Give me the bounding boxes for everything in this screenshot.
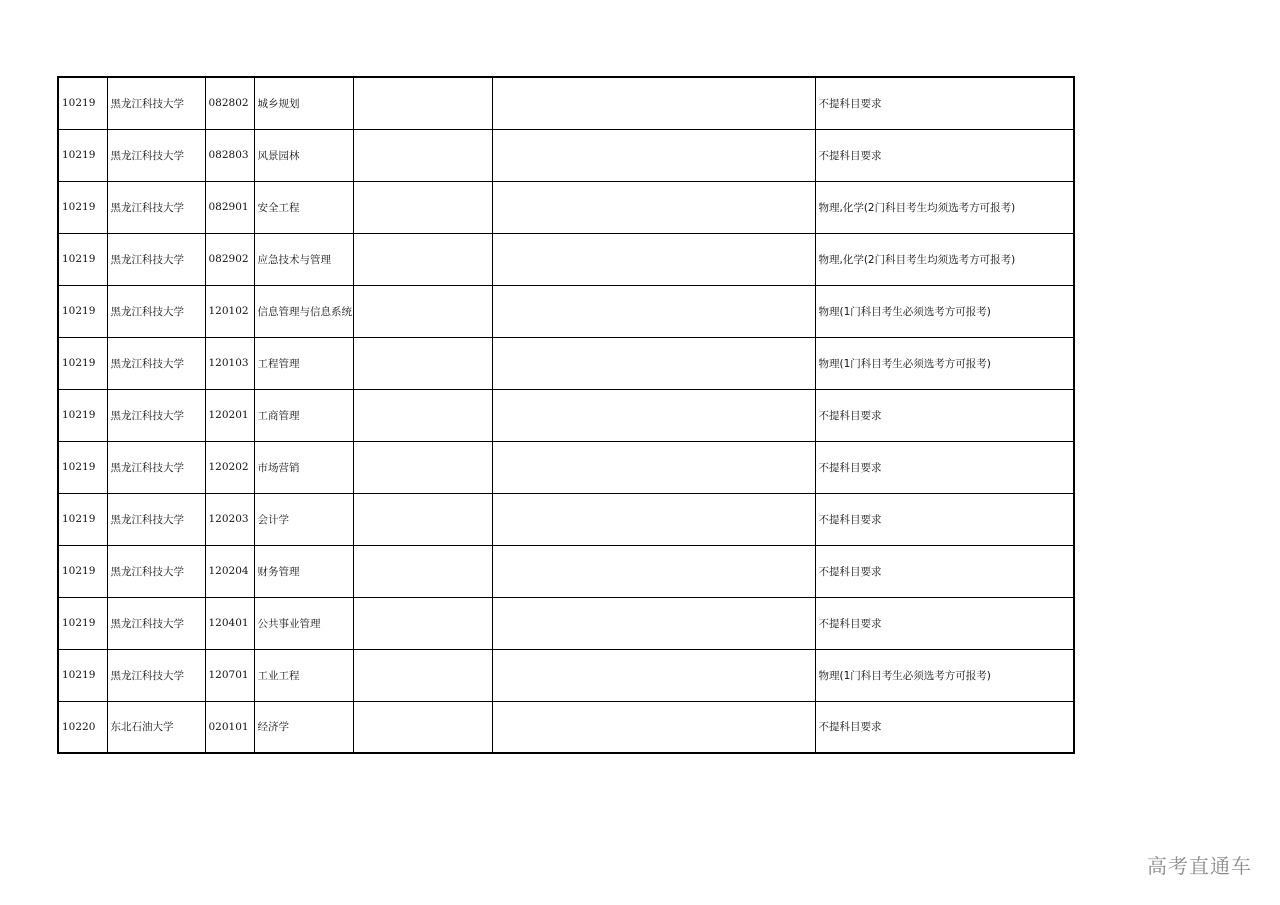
table-row [58,337,1074,389]
cell-subject-requirement: 物理(1门科目考生必须选考方可报考) [815,285,1074,337]
table-row [58,285,1074,337]
cell-empty-a [353,181,492,233]
cell-empty-a [353,285,492,337]
cell-school-name: 黑龙江科技大学 [107,129,205,181]
cell-empty-a [353,389,492,441]
cell-major-name: 工商管理 [254,389,353,441]
cell-major-name: 工业工程 [254,649,353,701]
cell-school-name: 黑龙江科技大学 [107,337,205,389]
cell-school-code: 10219 [58,389,107,441]
cell-subject-requirement: 不提科目要求 [815,389,1074,441]
table-body [58,77,1074,753]
cell-empty-a [353,493,492,545]
table-row [58,389,1074,441]
cell-school-code: 10219 [58,649,107,701]
table-row [58,649,1074,701]
table-row [58,181,1074,233]
cell-empty-a [353,77,492,129]
cell-school-name: 黑龙江科技大学 [107,545,205,597]
cell-subject-requirement: 不提科目要求 [815,701,1074,753]
cell-major-code: 082803 [205,129,254,181]
cell-major-code: 082802 [205,77,254,129]
table-row [58,701,1074,753]
cell-subject-requirement: 物理,化学(2门科目考生均须选考方可报考) [815,181,1074,233]
cell-school-name: 东北石油大学 [107,701,205,753]
cell-school-name: 黑龙江科技大学 [107,181,205,233]
cell-major-name: 信息管理与信息系统 [254,285,353,337]
cell-subject-requirement: 不提科目要求 [815,493,1074,545]
cell-empty-b [492,233,815,285]
cell-empty-b [492,129,815,181]
cell-empty-a [353,701,492,753]
table-row [58,233,1074,285]
cell-empty-b [492,597,815,649]
table-row [58,77,1074,129]
cell-major-code: 120401 [205,597,254,649]
cell-empty-a [353,129,492,181]
table-row [58,545,1074,597]
cell-major-name: 经济学 [254,701,353,753]
cell-major-code: 120201 [205,389,254,441]
cell-major-code: 120701 [205,649,254,701]
cell-empty-b [492,285,815,337]
cell-subject-requirement: 不提科目要求 [815,441,1074,493]
cell-school-code: 10219 [58,77,107,129]
cell-major-code: 120204 [205,545,254,597]
cell-major-name: 公共事业管理 [254,597,353,649]
cell-empty-b [492,701,815,753]
cell-empty-b [492,337,815,389]
cell-empty-b [492,441,815,493]
cell-school-name: 黑龙江科技大学 [107,389,205,441]
cell-major-code: 082901 [205,181,254,233]
cell-school-code: 10219 [58,233,107,285]
cell-school-code: 10219 [58,441,107,493]
cell-school-name: 黑龙江科技大学 [107,597,205,649]
cell-school-name: 黑龙江科技大学 [107,493,205,545]
cell-empty-a [353,597,492,649]
cell-school-code: 10220 [58,701,107,753]
cell-subject-requirement: 不提科目要求 [815,545,1074,597]
watermark: 高考直通车 [1147,854,1252,878]
cell-major-code: 020101 [205,701,254,753]
cell-empty-a [353,545,492,597]
cell-major-code: 120102 [205,285,254,337]
cell-major-code: 082902 [205,233,254,285]
cell-empty-a [353,649,492,701]
subject-requirements-table [57,76,1075,754]
cell-school-name: 黑龙江科技大学 [107,77,205,129]
cell-school-code: 10219 [58,493,107,545]
cell-subject-requirement: 物理(1门科目考生必须选考方可报考) [815,337,1074,389]
cell-major-name: 风景园林 [254,129,353,181]
table-row [58,597,1074,649]
cell-subject-requirement: 不提科目要求 [815,77,1074,129]
cell-empty-a [353,441,492,493]
cell-school-name: 黑龙江科技大学 [107,441,205,493]
cell-school-code: 10219 [58,337,107,389]
cell-major-name: 应急技术与管理 [254,233,353,285]
cell-school-code: 10219 [58,129,107,181]
cell-school-name: 黑龙江科技大学 [107,649,205,701]
cell-empty-b [492,77,815,129]
cell-empty-b [492,649,815,701]
table-row [58,441,1074,493]
cell-school-code: 10219 [58,285,107,337]
cell-major-name: 安全工程 [254,181,353,233]
cell-major-name: 城乡规划 [254,77,353,129]
cell-school-name: 黑龙江科技大学 [107,233,205,285]
cell-empty-a [353,337,492,389]
cell-major-code: 120103 [205,337,254,389]
cell-major-code: 120202 [205,441,254,493]
cell-subject-requirement: 不提科目要求 [815,129,1074,181]
cell-empty-b [492,181,815,233]
cell-major-code: 120203 [205,493,254,545]
cell-school-code: 10219 [58,181,107,233]
table-row [58,129,1074,181]
cell-major-name: 会计学 [254,493,353,545]
cell-empty-a [353,233,492,285]
cell-school-name: 黑龙江科技大学 [107,285,205,337]
cell-subject-requirement: 不提科目要求 [815,597,1074,649]
cell-major-name: 市场营销 [254,441,353,493]
cell-school-code: 10219 [58,597,107,649]
cell-subject-requirement: 物理(1门科目考生必须选考方可报考) [815,649,1074,701]
cell-empty-b [492,545,815,597]
cell-school-code: 10219 [58,545,107,597]
cell-subject-requirement: 物理,化学(2门科目考生均须选考方可报考) [815,233,1074,285]
table-row [58,493,1074,545]
cell-major-name: 财务管理 [254,545,353,597]
cell-empty-b [492,493,815,545]
cell-empty-b [492,389,815,441]
cell-major-name: 工程管理 [254,337,353,389]
